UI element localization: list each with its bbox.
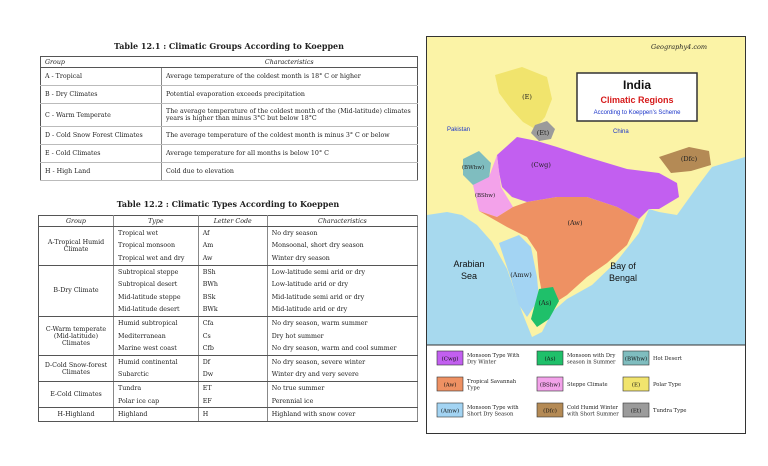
legend-text: Monsoon with Dry xyxy=(567,353,616,359)
region-label-as: (As) xyxy=(538,299,552,307)
region-label-dfc: (Dfc) xyxy=(680,155,698,163)
map-title-box xyxy=(577,73,697,121)
climatic-groups-table xyxy=(40,56,418,181)
region-label-e: (E) xyxy=(522,93,532,101)
map-legend xyxy=(437,351,686,418)
table-row: E - Cold Climates Average temperature for all months is below 10° C xyxy=(41,145,418,163)
table-row: Tropical monsoon Am Monsoonal, short dry season xyxy=(39,240,418,253)
legend-code: (Cwg) xyxy=(441,356,459,363)
map-title-main: Climatic Regions xyxy=(600,95,674,105)
label-bay-of-bengal-line2: Bengal xyxy=(608,273,638,283)
legend-text: Monsoon Type with xyxy=(467,405,519,411)
india-climate-map xyxy=(426,36,746,434)
table-row: A-Tropical Humid Climate Tropical wet Af No dry season xyxy=(39,227,418,240)
legend-text: Steppe Climate xyxy=(567,382,608,388)
legend-code: (Aw) xyxy=(443,382,457,389)
label-bay-of-bengal-line1: Bay of xyxy=(610,261,636,271)
table-row: C - Warm Temperate The average temperature of the coldest month of the (Mid-latitude) climates years is higher than minus 3°C but below 18°C xyxy=(41,104,418,127)
legend-item xyxy=(437,351,520,366)
table-row: Mid-latitude desert BWk Mid-latitude arid or dry xyxy=(39,304,418,317)
label-pakistan: Pakistan xyxy=(447,127,471,133)
table-header-row xyxy=(41,57,418,68)
legend-text: Cold Humid Winter xyxy=(567,405,619,411)
legend-item xyxy=(623,351,683,365)
legend-item xyxy=(437,377,517,392)
table-row: Tropical wet and dry Aw Winter dry season xyxy=(39,252,418,265)
legend-text: Type xyxy=(467,385,480,392)
table-row: B-Dry Climate Subtropical steppe BSh Low-latitude semi arid or dry xyxy=(39,265,418,278)
table-header-row xyxy=(39,216,418,227)
legend-code: (As) xyxy=(544,356,556,363)
legend-code: (E) xyxy=(631,382,641,389)
map-title-country: India xyxy=(622,78,652,92)
legend-item xyxy=(437,403,519,418)
region-label-bshw: (BShw) xyxy=(474,193,496,199)
legend-item xyxy=(623,403,686,417)
region-label-cwg: (Cwg) xyxy=(531,161,551,169)
table-row: Marine west coast Cfb No dry season, warm and cool summer xyxy=(39,342,418,355)
climatic-types-table xyxy=(38,215,418,422)
region-label-amw: (Amw) xyxy=(510,271,532,279)
group-cell: C-Warm temperate (Mid-latitude) Climates xyxy=(39,317,114,356)
legend-text: Monsoon Type With xyxy=(467,353,520,359)
table-row: Subarctic Dw Winter dry and very severe xyxy=(39,369,418,382)
table-row: Subtropical desert BWh Low-latitude arid or dry xyxy=(39,278,418,291)
column-header: Type xyxy=(114,216,199,227)
legend-text: Dry Winter xyxy=(467,359,497,366)
legend-text: with Short Summer xyxy=(567,411,619,418)
table-row: B - Dry Climates Potential evaporation exceeds precipitation xyxy=(41,86,418,104)
map-svg xyxy=(427,37,745,433)
label-china: China xyxy=(613,129,629,135)
column-header: Characteristics xyxy=(267,216,417,227)
table-row: H - High Land Cold due to elevation xyxy=(41,163,418,181)
table-row: Mediterranean Cs Dry hot summer xyxy=(39,330,418,343)
legend-text: Tropical Savannah xyxy=(467,379,517,385)
group-cell: E-Cold Climates xyxy=(39,382,114,408)
legend-text: Hot Desert xyxy=(653,356,682,362)
column-header: Group xyxy=(41,57,162,68)
table-row: D-Cold Snow-forest Climates Humid continental Df No dry season, severe winter xyxy=(39,355,418,368)
table-row: D - Cold Snow Forest Climates The average temperature of the coldest month is minus 3° C or below xyxy=(41,127,418,145)
table-row: E-Cold Climates Tundra ET No true summer xyxy=(39,382,418,395)
label-arabian-sea-line2: Sea xyxy=(460,271,478,281)
table1-title: Table 12.1 : Climatic Groups According to Koeppen xyxy=(114,41,344,51)
map-title-sub: According to Koeppen's Scheme xyxy=(593,110,681,116)
legend-item xyxy=(537,403,619,418)
label-arabian-sea-line1: Arabian xyxy=(453,259,485,269)
table-row: Polar ice cap EF Perennial ice xyxy=(39,395,418,408)
table-row: A - Tropical Average temperature of the coldest month is 18° C or higher xyxy=(41,68,418,86)
legend-code: (Dfc) xyxy=(543,408,557,415)
legend-text: Tundra Type xyxy=(653,408,687,414)
legend-item xyxy=(537,351,616,366)
group-cell: H-Highland xyxy=(39,408,114,422)
region-label-et: (Et) xyxy=(536,129,550,137)
group-cell: A-Tropical Humid Climate xyxy=(39,227,114,266)
column-header: Characteristics xyxy=(162,57,418,68)
region-label-aw: (Aw) xyxy=(567,219,583,227)
group-cell: D-Cold Snow-forest Climates xyxy=(39,355,114,381)
table-row: H-Highland Highland H Highland with snow cover xyxy=(39,408,418,422)
legend-text: Polar Type xyxy=(653,382,682,388)
region-label-bwhw: (BWhw) xyxy=(461,165,485,171)
legend-code: (BShw) xyxy=(539,382,561,389)
legend-item xyxy=(623,377,681,391)
watermark-text: Geography4.com xyxy=(651,43,708,51)
column-header: Group xyxy=(39,216,114,227)
group-cell: B-Dry Climate xyxy=(39,265,114,316)
column-header: Letter Code xyxy=(198,216,267,227)
legend-item xyxy=(537,377,608,391)
table-row: Mid-latitude steppe BSk Mid-latitude semi arid or dry xyxy=(39,291,418,304)
legend-code: (Et) xyxy=(630,408,642,415)
table-row: C-Warm temperate (Mid-latitude) Climates Humid subtropical Cfa No dry season, warm summer xyxy=(39,317,418,330)
legend-text: season in Summer xyxy=(567,359,616,366)
legend-text: Short Dry Season xyxy=(467,411,514,418)
legend-code: (Amw) xyxy=(440,408,460,415)
table2-title: Table 12.2 : Climatic Types According to Koeppen xyxy=(116,199,340,209)
legend-code: (BWhw) xyxy=(624,356,648,363)
